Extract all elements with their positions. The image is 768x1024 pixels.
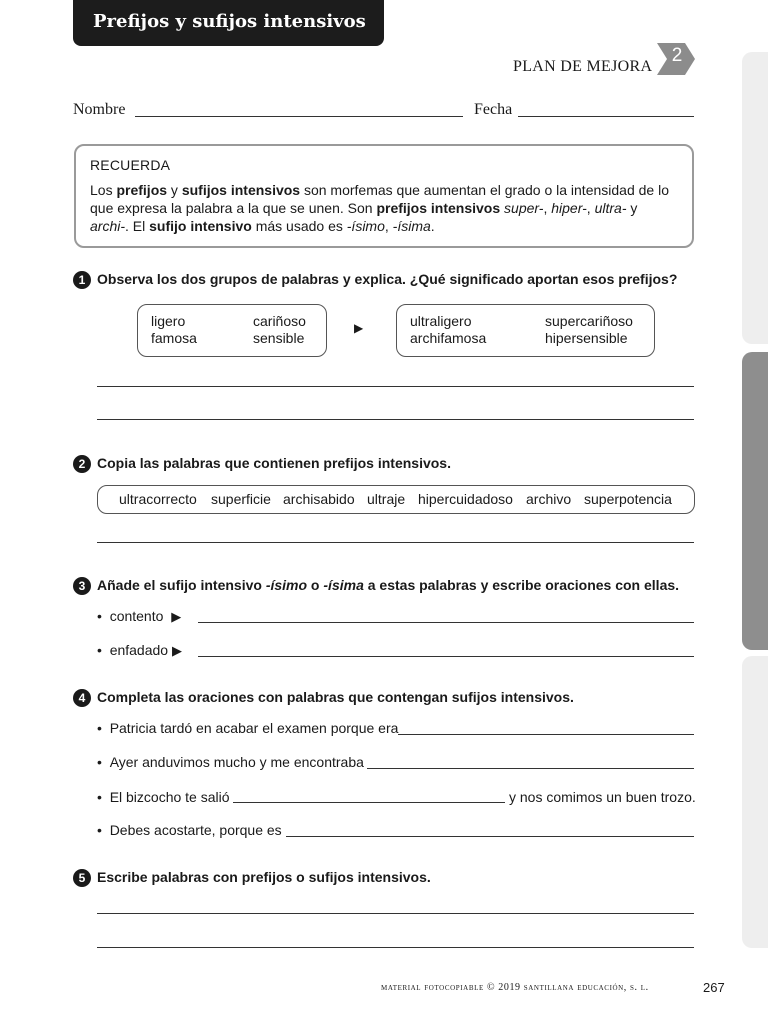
word-base: ligero xyxy=(151,313,186,329)
word-prefixed: archifamosa xyxy=(410,330,487,346)
word-base: cariñoso xyxy=(253,313,306,329)
answer-line[interactable] xyxy=(198,656,694,657)
unit-number: 2 xyxy=(671,45,683,66)
date-field[interactable] xyxy=(518,116,694,117)
question-number-2: 2 xyxy=(73,455,91,473)
question-number-4: 4 xyxy=(73,689,91,707)
word-base: famosa xyxy=(151,330,197,346)
list-item: • enfadado ▶ xyxy=(97,642,182,658)
side-tab-top xyxy=(742,52,768,344)
list-item: • El bizcocho te salió xyxy=(97,789,230,805)
list-item: • contento ▶ xyxy=(97,608,182,624)
recuerda-text: Los prefijos y sufijos intensivos son morfemas que aumentan el grado o la intensidad de lo que expresa la palabra a la que se unen. Son prefijos intensivos super-, hiper-, ultra- y archi-. El sufijo intensivo más usado es -ísimo, -ísima. xyxy=(90,182,669,234)
answer-line[interactable] xyxy=(97,913,694,914)
answer-line[interactable] xyxy=(367,768,694,769)
word-prefixed: ultraligero xyxy=(410,313,472,329)
side-tab-bottom xyxy=(742,656,768,948)
word-option: archivo xyxy=(526,491,572,507)
question-2-text: Copia las palabras que contienen prefijos intensivos. xyxy=(97,455,451,471)
recuerda-title: RECUERDA xyxy=(90,157,171,173)
question-4-text: Completa las oraciones con palabras que contengan sufijos intensivos. xyxy=(97,689,574,705)
word-base: sensible xyxy=(253,330,305,346)
word-option: superpotencia xyxy=(584,491,672,507)
arrow-icon: ▶ xyxy=(354,321,364,335)
answer-line[interactable] xyxy=(398,734,694,735)
question-number-5: 5 xyxy=(73,869,91,887)
page-title: Prefijos y sufijos intensivos xyxy=(93,11,366,32)
date-label: Fecha xyxy=(474,101,513,118)
copyright-footer: material fotocopiable © 2019 santillana educación, s. l. xyxy=(381,982,649,993)
word-prefixed: hipersensible xyxy=(545,330,628,346)
question-number-3: 3 xyxy=(73,577,91,595)
answer-line[interactable] xyxy=(97,542,694,543)
answer-line[interactable] xyxy=(97,386,694,387)
plan-label: PLAN DE MEJORA xyxy=(513,58,653,75)
word-option: archisabido xyxy=(283,491,355,507)
question-3-text: Añade el sufijo intensivo -ísimo o -ísima a estas palabras y escribe oraciones con ellas. xyxy=(97,577,680,593)
word-option: ultraje xyxy=(367,491,406,507)
answer-line[interactable] xyxy=(233,802,505,803)
word-option: hipercuidadoso xyxy=(418,491,513,507)
question-number-1: 1 xyxy=(73,271,91,289)
sentence-ending: y nos comimos un buen trozo. xyxy=(509,789,696,805)
answer-line[interactable] xyxy=(198,622,694,623)
question-5-text: Escribe palabras con prefijos o sufijos intensivos. xyxy=(97,869,431,885)
page-number: 267 xyxy=(703,980,725,995)
answer-line[interactable] xyxy=(97,947,694,948)
list-item: • Debes acostarte, porque es xyxy=(97,822,282,838)
question-1-text: Observa los dos grupos de palabras y explica. ¿Qué significado aportan esos prefijos? xyxy=(97,271,678,287)
word-prefixed: supercariñoso xyxy=(545,313,633,329)
answer-line[interactable] xyxy=(286,836,694,837)
word-option: superficie xyxy=(211,491,271,507)
side-tab-active xyxy=(742,352,768,650)
word-option: ultracorrecto xyxy=(119,491,197,507)
name-field[interactable] xyxy=(135,116,463,117)
name-label: Nombre xyxy=(73,101,126,118)
list-item: • Patricia tardó en acabar el examen porque era xyxy=(97,720,399,736)
answer-line[interactable] xyxy=(97,419,694,420)
list-item: • Ayer anduvimos mucho y me encontraba xyxy=(97,754,364,770)
